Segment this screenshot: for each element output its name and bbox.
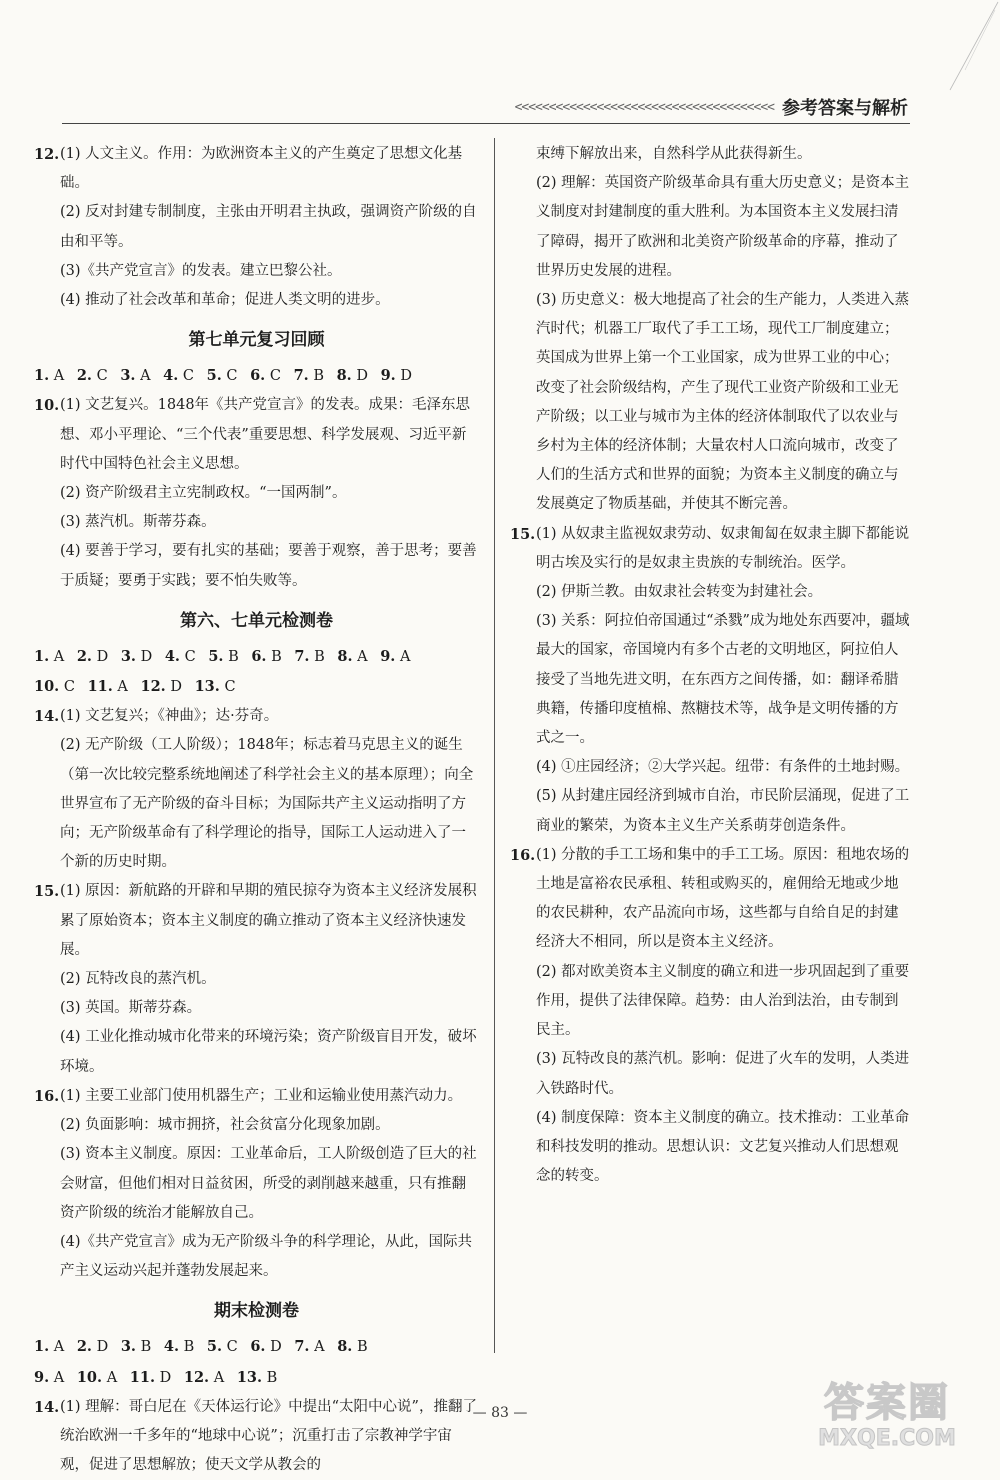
header-arrows-decoration: <<<<<<<<<<<<<<<<<<<<<<<<<<<<<<<<<<<<<<	[514, 99, 774, 115]
question-number: 16.	[34, 1087, 60, 1105]
mc-ans: D	[400, 368, 412, 385]
answer-line: (3) 瓦特改良的蒸汽机。影响：促进了火车的发明，人类进入铁路时代。	[536, 1051, 910, 1097]
answer-12	[34, 140, 479, 315]
answer-line: (2) 资产阶级君主立宪制政权。“一国两制”。	[60, 485, 347, 502]
mc-ans: C	[269, 368, 281, 385]
mc-num: 1.	[34, 367, 50, 385]
question-number: 16.	[510, 846, 536, 864]
mc-num: 4.	[163, 1338, 179, 1356]
mc-answers-row	[34, 361, 479, 391]
mc-num: 5.	[208, 647, 224, 665]
mc-num: 2.	[76, 367, 92, 385]
mc-ans: D	[170, 679, 182, 696]
mc-num: 12.	[183, 1368, 210, 1386]
mc-ans: A	[106, 1369, 118, 1386]
mc-ans: D	[140, 648, 153, 665]
question-number: 14.	[34, 708, 60, 726]
question-number: 12.	[34, 146, 60, 163]
mc-ans: B	[356, 1339, 368, 1356]
answer-line: (5) 从封建庄园经济到城市自治，市民阶层涌现，促进了工商业的繁荣，为资本主义生产关系萌芽创造条件。	[536, 788, 910, 834]
mc-num: 2.	[76, 647, 92, 665]
mc-ans: A	[53, 1339, 65, 1356]
page-header	[448, 92, 908, 122]
answer-line: (4) 工业化推动城市化带来的环境污染；资产阶级盲目开发，破坏环境。	[60, 1029, 477, 1075]
answer-10	[34, 391, 479, 595]
mc-ans: A	[117, 679, 128, 696]
header-rule	[62, 123, 910, 124]
mc-num: 8.	[337, 647, 353, 665]
question-number: 15.	[34, 883, 60, 901]
question-number: 14.	[34, 1398, 60, 1416]
mc-answers-row	[34, 642, 479, 672]
mc-num: 3.	[120, 367, 136, 385]
mc-num: 13.	[194, 678, 220, 696]
answer-line: (2) 负面影响：城市拥挤，社会贫富分化现象加剧。	[60, 1117, 390, 1134]
answer-line: (3) 关系：阿拉伯帝国通过“杀戮”成为地处东西要冲，疆域最大的国家，帝国境内有多个古老的文明地区，阿拉伯人接受了当地先进文明，在东西方之间传播，如：翻译希腊典籍，传播印度植棉、熬糖技术等，战争是文明传播的方式之一。	[536, 613, 910, 747]
mc-ans: B	[271, 648, 282, 665]
mc-ans: C	[182, 368, 195, 385]
mc-ans: C	[184, 648, 196, 665]
mc-num: 7.	[294, 647, 310, 665]
answer-line: (2) 理解：英国资产阶级革命具有重大历史意义；是资本主义制度对封建制度的重大胜利。为本国资本主义发展扫清了障碍，揭开了欧洲和北美资产阶级革命的序幕，推动了世界历史发展的进程。	[536, 175, 910, 279]
mc-ans: C	[63, 679, 75, 696]
mc-num: 8.	[337, 1338, 353, 1356]
mc-ans: D	[159, 1369, 172, 1386]
mc-num: 4.	[164, 647, 180, 665]
section-title-final-test: 期末检测卷	[214, 1301, 299, 1322]
mc-num: 9.	[380, 647, 396, 665]
answer-line: (4) 制度保障：资本主义制度的确立。技术推动：工业革命和科技发明的推动。思想认识：文艺复兴推动人们思想观念的转变。	[536, 1109, 910, 1185]
answer-line: (3) 资本主义制度。原因：工业革命后，工人阶级创造了巨大的社会财富，但他们相对日益贫困，所受的剥削越来越重，只有推翻资产阶级的统治才能解放自己。	[60, 1146, 477, 1221]
mc-num: 5.	[206, 1338, 223, 1356]
answer-line: (1) 理解：哥白尼在《天体运行论》中提出“太阳中心说”，推翻了统治欧洲一千多年的“地球中心说”；沉重打击了宗教神学宇宙观，促进了思想解放；使天文学从教会的	[60, 1398, 477, 1474]
mc-num: 9.	[34, 1368, 50, 1386]
mc-ans: D	[96, 648, 109, 665]
answer-line: (1) 主要工业部门使用机器生产；工业和运输业使用蒸汽动力。	[60, 1087, 463, 1104]
mc-num: 6.	[250, 367, 266, 385]
mc-ans: B	[313, 368, 324, 385]
mc-num: 10.	[76, 1368, 103, 1386]
answer-line: (4) 要善于学习，要有扎实的基础；要善于观察，善于思考；要善于质疑；要勇于实践；要不怕失败等。	[60, 543, 477, 589]
mc-ans: A	[53, 368, 65, 385]
mc-num: 7.	[294, 1338, 310, 1356]
mc-num: 1.	[34, 1338, 50, 1356]
mc-num: 3.	[120, 1338, 136, 1356]
watermark-logo	[782, 1380, 992, 1460]
answer-line: (1) 从奴隶主监视奴隶劳动、奴隶匍匐在奴隶主脚下都能说明古埃及实行的是奴隶主贵族的专制统治。医学。	[536, 525, 910, 571]
mc-ans: A	[53, 1369, 65, 1386]
mc-ans: C	[96, 368, 108, 385]
mc-num: 13.	[236, 1368, 263, 1386]
section-title-unit7-review: 第七单元复习回顾	[188, 330, 325, 351]
mc-ans: A	[140, 368, 151, 385]
mc-ans: C	[224, 679, 236, 696]
answer-line: (3) 历史意义：极大地提高了社会的生产能力，人类进入蒸汽时代；机器工厂取代了手工工场，现代工厂制度建立；英国成为世界上第一个工业国家，成为世界工业的中心；改变了社会阶级结构，产生了现代工业资产阶级和工业无产阶级；以工业与城市为主体的经济体制取代了以农业与乡村为主体的经济体制；大量农村人口流向城市，改变了人们的生活方式和世界的面貌；为资本主义制度的确立与发展奠定了物质基础，并使其不断完善。	[536, 292, 910, 513]
mc-num: 6.	[250, 1338, 266, 1356]
question-number: 15.	[510, 525, 536, 543]
mc-num: 12.	[140, 678, 166, 696]
answer-16-final	[510, 841, 910, 1191]
mc-num: 4.	[163, 367, 179, 385]
answer-15	[34, 877, 479, 1081]
answer-line: (1) 人文主义。作用：为欧洲资本主义的产生奠定了思想文化基础。	[60, 146, 463, 192]
mc-ans: D	[96, 1339, 109, 1356]
mc-num: 2.	[76, 1338, 92, 1356]
mc-ans: D	[356, 368, 368, 385]
mc-ans: C	[226, 1339, 238, 1356]
mc-ans: A	[399, 648, 411, 665]
mc-answers-row	[34, 1363, 479, 1393]
header-title: 参考答案与解析	[782, 98, 908, 119]
mc-num: 6.	[251, 647, 267, 665]
answer-line: (2) 反对封建专制制度，主张由开明君主执政，强调资产阶级的自由和平等。	[60, 204, 477, 250]
mc-ans: A	[357, 648, 368, 665]
answer-line: (4) ①庄园经济；②大学兴起。纽带：有条件的土地封赐。	[536, 759, 910, 776]
mc-ans: C	[226, 368, 238, 385]
answer-line: (4) 推动了社会改革和革命；促进人类文明的进步。	[60, 292, 390, 309]
mc-num: 1.	[34, 647, 50, 665]
right-column	[510, 140, 910, 1191]
answer-line-continued: 束缚下解放出来，自然科学从此获得新生。	[536, 146, 812, 162]
mc-num: 9.	[380, 367, 396, 385]
corner-pencil-mark	[910, 0, 1000, 110]
answer-line: (1) 文艺复兴；《神曲》；达·芬奇。	[60, 708, 279, 725]
answer-line: (3) 英国。斯蒂芬森。	[60, 1000, 202, 1017]
answer-16	[34, 1082, 479, 1286]
answer-14	[34, 702, 479, 877]
answer-line: (1) 原因：新航路的开辟和早期的殖民掠夺为资本主义经济发展积累了原始资本；资本主义制度的确立推动了资本主义经济快速发展。	[60, 883, 477, 958]
mc-ans: B	[314, 648, 325, 665]
question-number: 10.	[34, 397, 60, 415]
mc-ans: B	[140, 1339, 152, 1356]
answer-15-final	[510, 520, 910, 841]
mc-num: 11.	[87, 678, 113, 696]
mc-num: 11.	[129, 1368, 156, 1386]
answer-line: (3) 蒸汽机。斯蒂芬森。	[60, 514, 216, 531]
left-column	[34, 140, 479, 1480]
section-title-unit67-test: 第六、七单元检测卷	[180, 610, 333, 631]
answer-line: (1) 分散的手工工场和集中的手工工场。原因：租地农场的土地是富裕农民承租、转租或购买的，雇佣给无地或少地的农民耕种，农产品流向市场，这些都与自给自足的封建经济大不相同，所以是资本主义经济。	[536, 846, 910, 951]
answer-line: (2) 都对欧美资本主义制度的确立和进一步巩固起到了重要作用，提供了法律保障。趋势：由人治到法治，由专制到民主。	[536, 963, 910, 1039]
mc-num: 5.	[206, 367, 222, 385]
mc-num: 8.	[336, 367, 352, 385]
watermark-url: MXQE.COM	[818, 1426, 956, 1451]
answer-line: (2) 无产阶级（工人阶级）；1848年；标志着马克思主义的诞生（第一次比较完整系统地阐述了科学社会主义的基本原理）；向全世界宣布了无产阶级的奋斗目标；为国际共产主义运动指明了方向；无产阶级革命有了科学理论的指导，国际工人运动进入了一个新的历史时期。	[60, 737, 474, 871]
answer-line: (3)《共产党宣言》的发表。建立巴黎公社。	[60, 262, 342, 279]
mc-ans: A	[213, 1369, 225, 1386]
answer-line: (2) 伊斯兰教。由奴隶社会转变为封建社会。	[536, 584, 823, 601]
mc-ans: B	[266, 1369, 278, 1386]
mc-ans: B	[183, 1339, 195, 1356]
mc-answers-row	[34, 1332, 479, 1362]
mc-ans: B	[228, 648, 239, 665]
mc-num: 3.	[120, 647, 136, 665]
mc-num: 10.	[34, 678, 60, 696]
answer-line: (1) 文艺复兴。1848年《共产党宣言》的发表。成果：毛泽东思想、邓小平理论、“三个代表”重要思想、科学发展观、习近平新时代中国特色社会主义思想。	[60, 397, 471, 472]
answer-line: (2) 瓦特改良的蒸汽机。	[60, 971, 216, 988]
page-number: — 83 —	[472, 1405, 528, 1421]
mc-ans: A	[53, 648, 65, 665]
watermark-text: 答案圈	[824, 1380, 950, 1426]
mc-num: 7.	[293, 367, 309, 385]
answer-line: (4)《共产党宣言》成为无产阶级斗争的科学理论，从此，国际共产主义运动兴起并蓬勃发展起来。	[60, 1233, 473, 1280]
mc-ans: A	[314, 1339, 325, 1356]
mc-answers-row	[34, 672, 479, 702]
mc-ans: D	[270, 1339, 282, 1356]
column-divider	[494, 138, 495, 1353]
